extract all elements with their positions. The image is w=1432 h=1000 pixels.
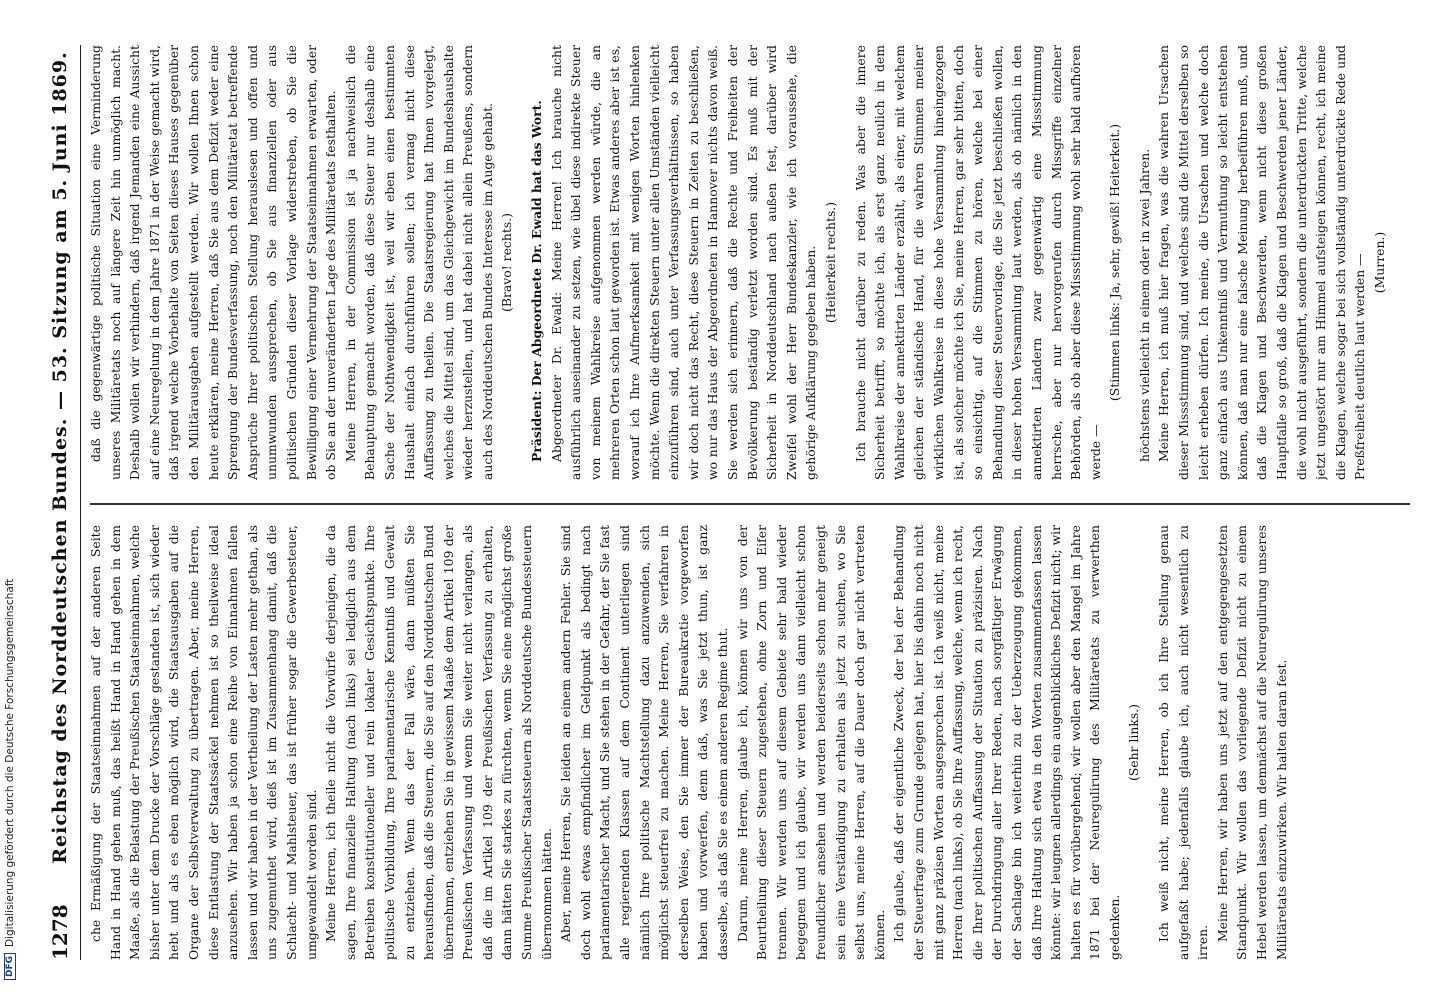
left-paragraph-1: che Ermäßigung der Staatseinnahmen auf der anderen Seite Hand in Hand gehen muß, das heißt Hand in Hand gehen in dem Maaße, als die Belastung der Preußischen Staatseinnahmen, welche bisher unter dem Drucke der Vorschläge gestanden ist, sich wieder hebt und als es eben möglich wird, die Staatsausgaben auf die Organe der Selbstverwaltung zu übertragen. Aber, meine Herren, diese Entlastung der Staatssäckel nehmen ist so theilweise ideal anzusehen. Wir haben ja schon eine Reihe von Einnahmen fallen lassen und wir haben in der Vertheilung der Lasten mehr gethan, als uns zugemuthet wird, dieß ist im Zusammenhang damit, daß die Schlacht- und Mahlsteuer, das ist früher sogar die Gewerbesteuer, umgewandelt worden sind. xyxy=(88,525,319,960)
right-interjection-1: (Bravo! rechts.) xyxy=(499,213,515,312)
right-interjection-4: (Murren.) xyxy=(1372,231,1387,294)
right-paragraph-6: Meine Herren, ich muß hier fragen, was die wahren Ursachen dieser Missstimmung sind, und welches sind die Mittel derselben so leicht erheben dürfen. Ich meine, die Ursachen und welche doch ganz einfach aus Unkenntniß und Vermuthung so leicht entstehen können, daß man nur eine falsche Meinung herbeiführen muß, und daß die Klagen und Beschwerden, wenn nicht diese großen Hauptfalle so groß, daß die Klagen und Beschwerden jener Länder, die wohl nicht ausgeführt, sondern die unterdrückten Tritte, welche jetzt ungestört nur am Himmel aufsteigen können, recht, ich meine die Klagen, welche sogar bei sich vollständig unterdrückte Rede und Preßfreiheit deutlich laut werden — xyxy=(1156,45,1368,480)
dfg-logo: DFG xyxy=(4,953,16,980)
right-column xyxy=(86,45,1426,480)
funding-text: Digitalisierung gefördert durch die Deutsche Forschungsgemeinschaft xyxy=(4,578,16,947)
left-interjection: (Sehr links.) xyxy=(1126,703,1142,782)
page-header xyxy=(40,45,81,960)
right-interjection-3: (Stimmen links: Ja, sehr, gewiß! Heiterkeit.) xyxy=(1107,123,1123,402)
left-paragraph-3: Aber, meine Herren, Sie leiden an einem andern Fehler. Sie sind doch wohl etwas empfindlicher im Geldpunkt als bedingt nach parlamentarischer Macht, und Sie stehen in der Gefahr, der Sie fast alle regierenden Klassen auf dem Continent unterliegen sind nämlich Ihre politische Machtstellung dazu anzuwenden, sich möglichst steuerfrei zu machen. Meine Herren, Sie verfahren in derselben Weise, den Sie immer der Bureaukratie vorgeworfen haben und vorwerfen, denn daß, was Sie jetzt thun, ist ganz dasselbe, als daß Sie es einem anderen Regime thut. xyxy=(558,525,730,960)
president-statement: Präsident: Der Abgeordnete Dr. Ewald hat das Wort. xyxy=(529,100,545,462)
funding-note xyxy=(2,20,18,980)
left-paragraph-5: Ich glaube, daß der eigentliche Zweck, der bei der Behandlung der Steuerfrage zum Grunde gelegen hat, hier bis dahin noch nicht mit ganz präzisen Worten ausgesprochen ist. Ich weiß nicht, meine Herren (nach links), ob Sie Ihre Auffassung, welche, wenn ich recht, die Ihrer politischen Auffassung der Situation zu präzisiren. Nach der Durchdringung aller Ihrer Reden, nach sorgfältiger Erwägung der Sachlage bin ich weiterhin zu der Ueberzeugung gekommen, daß Ihre Haltung sich etwa in den Worten zusammenfassen lassen könnte: wir leugnen allerdings ein augenblickliches Defizit nicht; wir halten es für vorübergehend; wir wollen aber den Mangel im Jahre 1871 bei der Neuregulirung des Militäretats zu verwerthen gedenken. xyxy=(891,525,1122,960)
left-paragraph-7: Meine Herren, wir haben uns jetzt auf den entgegengesetzten Standpunkt. Wir wollen das vorliegende Defizit nicht zu einem Hebel werden lassen, um demnächst auf die Neuregulirung unseres Militäretats einzuwirken. Wir halten daran fest. xyxy=(1214,525,1289,960)
left-paragraph-2: Meine Herren, ich theile nicht die Vorwürfe derjenigen, die da sagen, Ihre finanzielle Haltung (nach links) sei lediglich aus dem Betreiben konstitutioneller und rein lokaler Gesichtspunkte. Ihre politische Vorbildung, Ihre parlamentarische Kenntniß und Gewalt zu entziehen. Wenn das der Fall wäre, dann müßten Sie herausfinden, daß die Steuern, die Sie auf den Norddeutschen Bund übernehmen, entziehen Sie in gewissem Maaße dem Artikel 109 der Preußischen Verfassung und wenn Sie weiter nicht verlangen, als daß die im Artikel 109 der Preußischen Verfassung zu erhalten, dann hätten Sie starkes zu fürchten, wenn Sie eine möglichst große Summe Preußischer Staatssteuern als Norddeutsche Bundessteuern übernommen hätten. xyxy=(323,525,554,960)
left-paragraph-6: Ich weiß nicht, meine Herren, ob ich Ihre Stellung genau aufgefaßt habe; jedenfalls glaube ich, auch nicht wesentlich zu irren. xyxy=(1156,525,1211,960)
right-paragraph-1: daß die gegenwärtige politische Situation eine Verminderung unseres Militäretats noch auf längere Zeit hin unmöglich macht. Deshalb wollen wir verhindern, daß irgend Jemanden eine Aussicht auf eine Neuregelung in dem Jahre 1871 in der Weise gemacht wird, daß irgend welche Vorbehalte von Seiten dieses Hauses gegenüber den Militärausgaben aufgestellt werden. Wir wollen Ihnen schon heute erklären, meine Herren, daß Sie aus dem Defizit weder eine Sprengung der Bundesverfassung, noch den Militäretat betreffende Ansprüche Ihrer politischen Stellung herauslesen und offen und unumwunden aussprechen, ob Sie aus finanziellen oder aus politischen Gründen dieser Vorlage widerstreben, ob Sie die Bewilligung einer Vermehrung der Staatseinnahmen erwarten, oder ob Sie an der unveränderten Lage des Militäretats festhalten. xyxy=(88,45,339,480)
left-column xyxy=(86,525,1426,960)
column-divider xyxy=(90,504,1410,506)
right-interjection-2: (Heiterkeit rechts.) xyxy=(822,201,838,324)
right-paragraph-5: höchstens vielleicht in einem oder in zwei Jahren. xyxy=(1136,148,1152,462)
page-number: 1278 xyxy=(48,904,72,960)
right-paragraph-4: Ich brauche nicht darüber zu reden. Was aber die innere Sicherheit betrifft, so möchte ich, als erst ganz neulich in dem Wahlkreise der annektirten Länder erzählt, als einer, mit welchem gleichen der ständische Hand, für die wahren Stimmen meiner wirklichen Wahlkreise in diese hohe Versammlung hineingezogen ist, als solcher möchte ich Sie, meine Herren, gar sehr bitten, doch so einsichtig, auf die Stimmen zu hören, welche bei einer Behandlung dieser Steuervorlage, die Sie jetzt beschließen wollen, in dieser hohen Versammlung laut werden, als ob nämlich in den annektirten Ländern zwar gegenwärtig eine Missstimmung herrsche, aber nur hervorgerufen durch Missgriffe einzelner Behörden, als ob aber diese Missstimmung wohl sehr bald aufhören werde — xyxy=(852,45,1103,480)
left-paragraph-4: Darum, meine Herren, glaube ich, können wir uns von der Beurtheilung dieser Steuern zugestehen, ohne Zorn und Eifer trennen. Wir werden uns auf diesem Gebiete sehr bald wieder begegnen und ich glaube, wir werden uns dann vielleicht schon freundlicher ansehen und werden beiderseits schon mehr geneigt sein eine Verständigung zu erhalten als jetzt zu suchen, wo Sie selbst uns, meine Herren, auf die Dauer doch gar nicht vertreten können. xyxy=(734,525,887,960)
right-paragraph-3: Abgeordneter Dr. Ewald: Meine Herren! Ich brauche nicht ausführlich auseinander zu setzen, wie übel diese indirekte Steuer von meinem Wahlkreise aufgenommen werden würde, die an mehreren Orten schon laut geworden ist. Etwas anderes aber ist es, worauf ich Ihre Aufmerksamkeit mit wenigen Worten hinlenken möchte. Wenn die direkten Steuern unter allen Umständen vielleicht einzuführen sind, auch unter Verfassungsverhältnissen, so haben wir doch nicht das Recht, diese Steuern in Zeiten zu beschließen, wo nur das Haus der Abgeordneten in Hannover nichts davon weiß. Sie werden sich erinnern, daß die Rechte und Freiheiten der Bevölkerung beständig verletzt worden sind. Es muß mit der Sicherheit in Norddeutschland nach außen fest, darüber wird Zweifel wohl der Herr Bundeskanzler, wie ich voraussehe, die gehörige Aufklärung gegeben haben. xyxy=(548,45,819,480)
right-paragraph-2: Meine Herren, in der Commission ist ja nachweislich die Behauptung gemacht worden, daß diese Steuer nur deshalb eine Sache der Nothwendigkeit ist, weil wir eben einen bestimmten Haushalt einfach durchführen sollen; ich vermag nicht diese Auffassung zu theilen. Die Staatsregierung hat Ihnen vorgelegt, welches die Mittel sind, um das Gleichgewicht im Bundeshaushalte wieder herzustellen, und hat dabei nicht allein Preußens, sondern auch des Norddeutschen Bundes Interesse im Auge gehabt. xyxy=(342,45,495,480)
page-title: Reichstag des Norddeutschen Bundes. — 53. Sitzung am 5. Juni 1869. xyxy=(49,51,71,864)
